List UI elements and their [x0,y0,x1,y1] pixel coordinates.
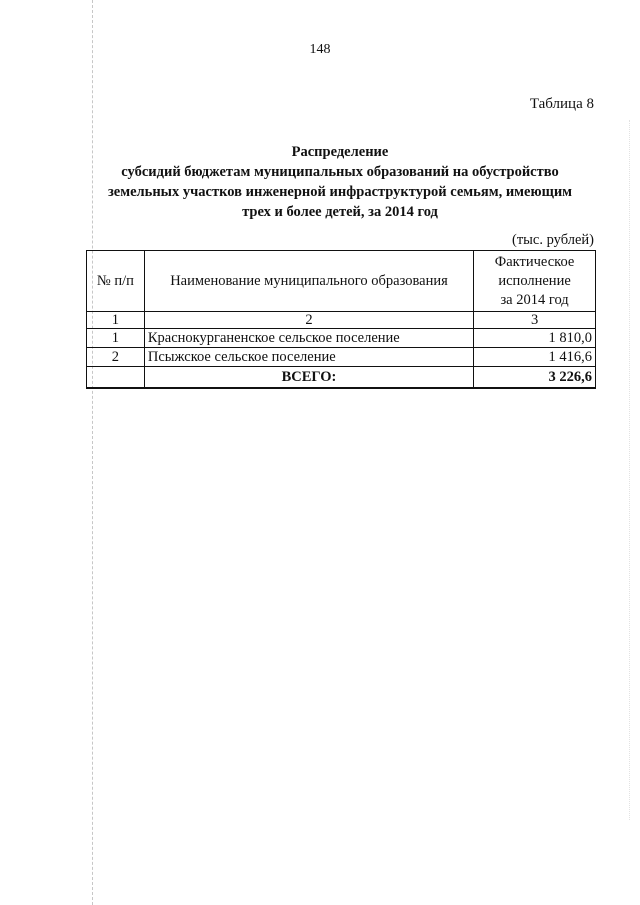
title-line-1: Распределение [291,144,389,160]
total-label: ВСЕГО: [144,367,473,389]
column-number-row [87,312,596,329]
title-line-4: трех и более детей, за 2014 год [242,204,438,220]
table-row [87,329,596,348]
column-number: 3 [474,312,596,329]
table-label: Таблица 8 [529,96,594,112]
distribution-table [86,250,596,389]
table-row [87,348,596,367]
row-value: 1 416,6 [474,348,596,367]
column-number: 2 [144,312,473,329]
page-number: 148 [309,42,331,57]
header-num: № п/п [87,251,145,312]
row-name: Краснокурганенское сельское поселение [144,329,473,348]
column-number: 1 [87,312,145,329]
title-line-3: земельных участков инженерной инфраструктурой семьям, имеющим [107,184,573,200]
title-line-2: субсидий бюджетам муниципальных образований на обустройство [121,164,559,180]
total-value: 3 226,6 [474,367,596,389]
header-fact-line-1: Фактическое [494,253,575,270]
scan-margin-line-right [629,120,630,820]
row-name: Псыжское сельское поселение [144,348,473,367]
units-note: (тыс. рублей) [512,232,594,248]
header-name: Наименование муниципального образования [144,251,473,312]
total-row [87,367,596,389]
scan-margin-line [92,0,93,905]
table-header-row [87,251,596,312]
document-title [80,142,600,222]
header-fact-line-2: исполнение [498,272,571,289]
row-num: 2 [87,348,145,367]
row-value: 1 810,0 [474,329,596,348]
header-fact [474,251,596,312]
total-empty-cell [87,367,145,389]
row-num: 1 [87,329,145,348]
header-fact-line-3: за 2014 год [500,291,569,308]
